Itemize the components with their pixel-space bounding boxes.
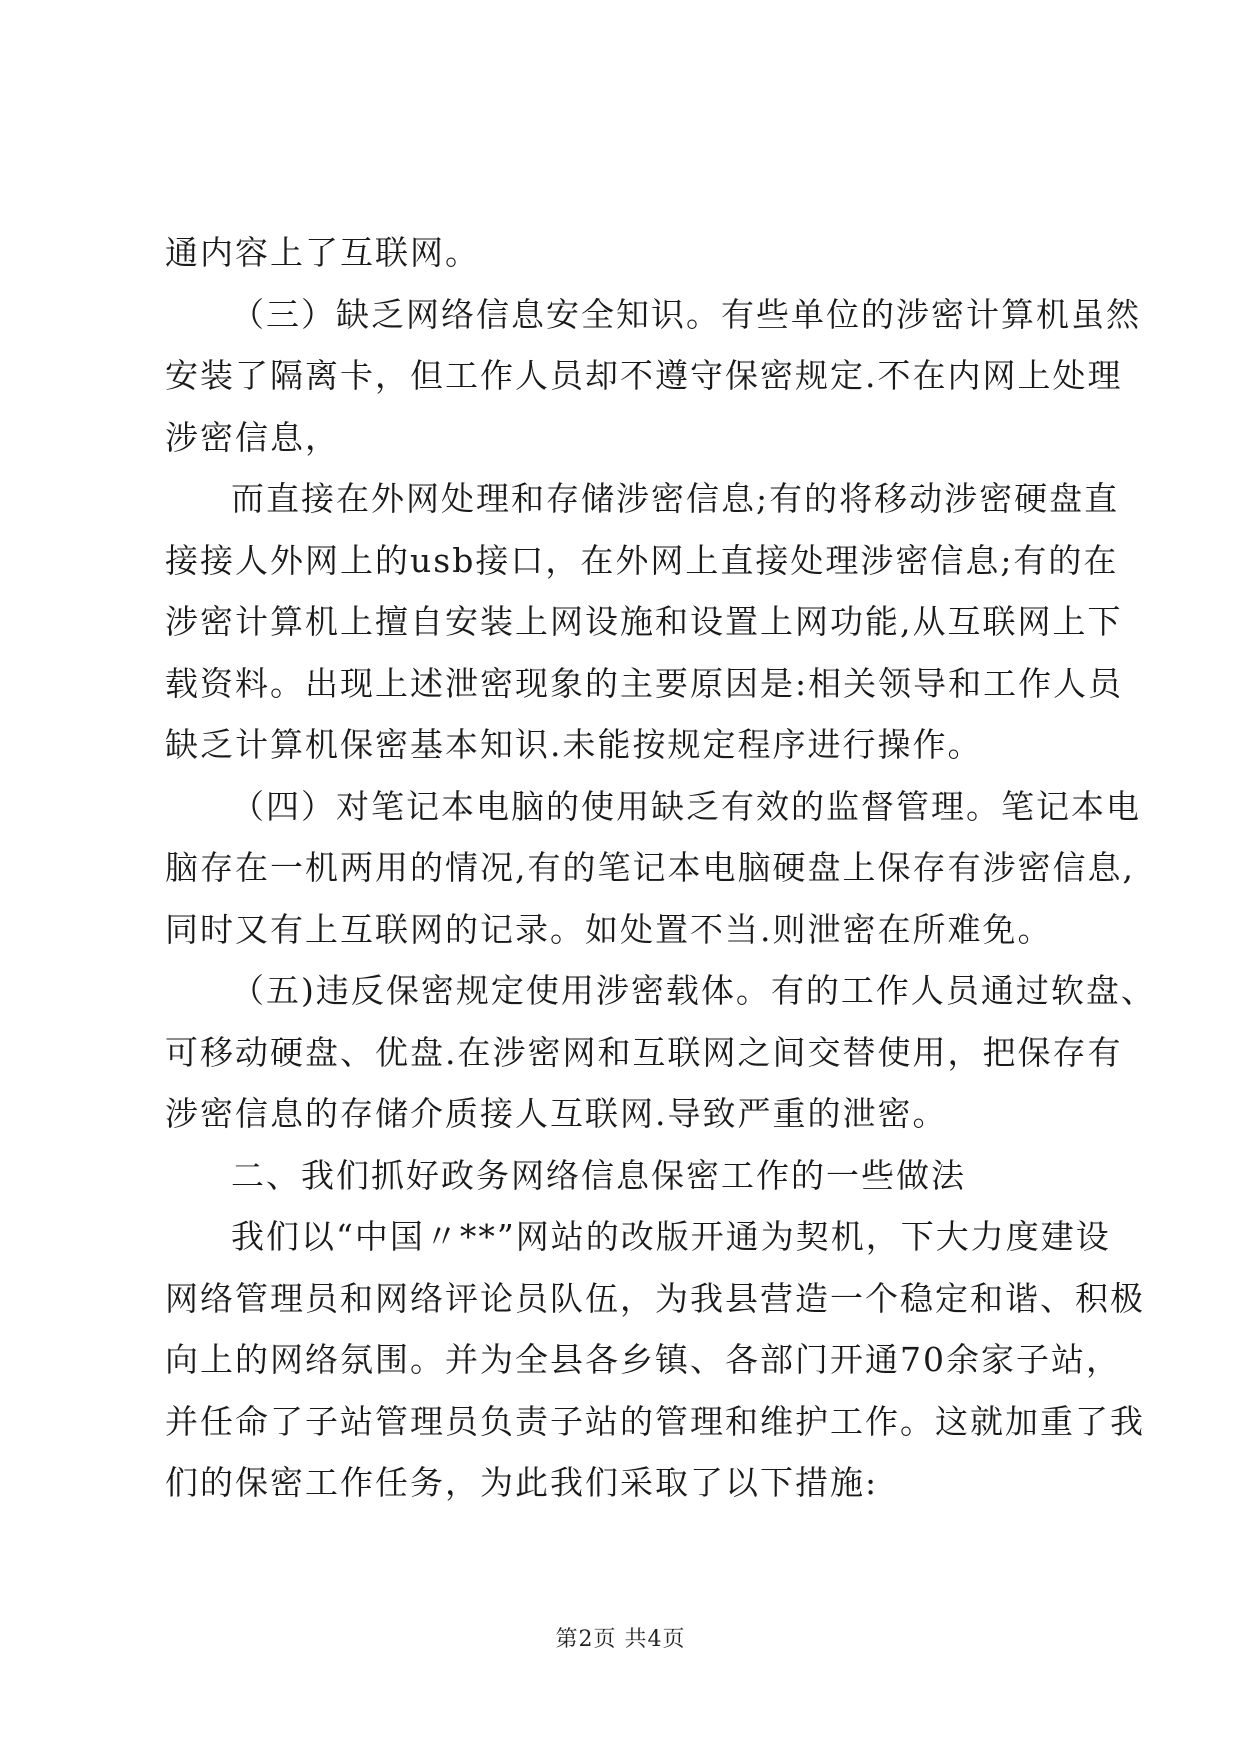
text-line: 涉密计算机上擅自安装上网设施和设置上网功能,从互联网上下 — [165, 602, 1123, 641]
text-line: 并任命了子站管理员负责子站的管理和维护工作。这就加重了我 — [165, 1401, 1145, 1441]
text-line: 接接人外网上的usb接口，在外网上直接处理涉密信息;有的在 — [165, 540, 1119, 580]
document-body — [165, 222, 1156, 1514]
text-line: 而直接在外网处理和存储涉密信息;有的将移动涉密硬盘直 — [231, 479, 1120, 518]
text-line: 涉密信息， — [165, 417, 340, 457]
text-line: 涉密信息的存储介质接人互联网.导致严重的泄密。 — [165, 1094, 948, 1133]
text-line: （四）对笔记本电脑的使用缺乏有效的监督管理。笔记本电 — [231, 786, 1141, 826]
text-line: （三）缺乏网络信息安全知识。有些单位的涉密计算机虽然 — [231, 294, 1141, 334]
text-line: 脑存在一机两用的情况,有的笔记本电脑硬盘上保存有涉密信息, — [165, 848, 1135, 887]
text-line: 们的保密工作任务，为此我们采取了以下措施: — [165, 1463, 879, 1502]
text-line: 通内容上了互联网。 — [165, 233, 480, 272]
page-number-footer: 第2页 共4页 — [555, 1627, 686, 1652]
text-line: （五)违反保密规定使用涉密载体。有的工作人员通过软盘、 — [231, 971, 1156, 1010]
text-line: 安装了隔离卡，但工作人员却不遵守保密规定.不在内网上处理 — [165, 356, 1123, 395]
text-line: 载资料。出现上述泄密现象的主要原因是:相关领导和工作人员 — [165, 663, 1124, 703]
text-line: 网络管理员和网络评论员队伍，为我县营造一个稳定和谐、积极 — [165, 1278, 1145, 1318]
text-line: 缺乏计算机保密基本知识.未能按规定程序进行操作。 — [165, 725, 983, 764]
text-line: 可移动硬盘、优盘.在涉密网和互联网之间交替使用，把保存有 — [165, 1032, 1123, 1072]
text-line: 二、我们抓好政务网络信息保密工作的一些做法 — [231, 1155, 966, 1195]
text-line: 同时又有上互联网的记录。如处置不当.则泄密在所难免。 — [165, 909, 1053, 949]
text-line: 我们以“中国〃**”网站的改版开通为契机，下大力度建设 — [231, 1217, 1111, 1256]
text-line: 向上的网络氛围。并为全县各乡镇、各部门开通70余家子站， — [165, 1340, 1121, 1379]
